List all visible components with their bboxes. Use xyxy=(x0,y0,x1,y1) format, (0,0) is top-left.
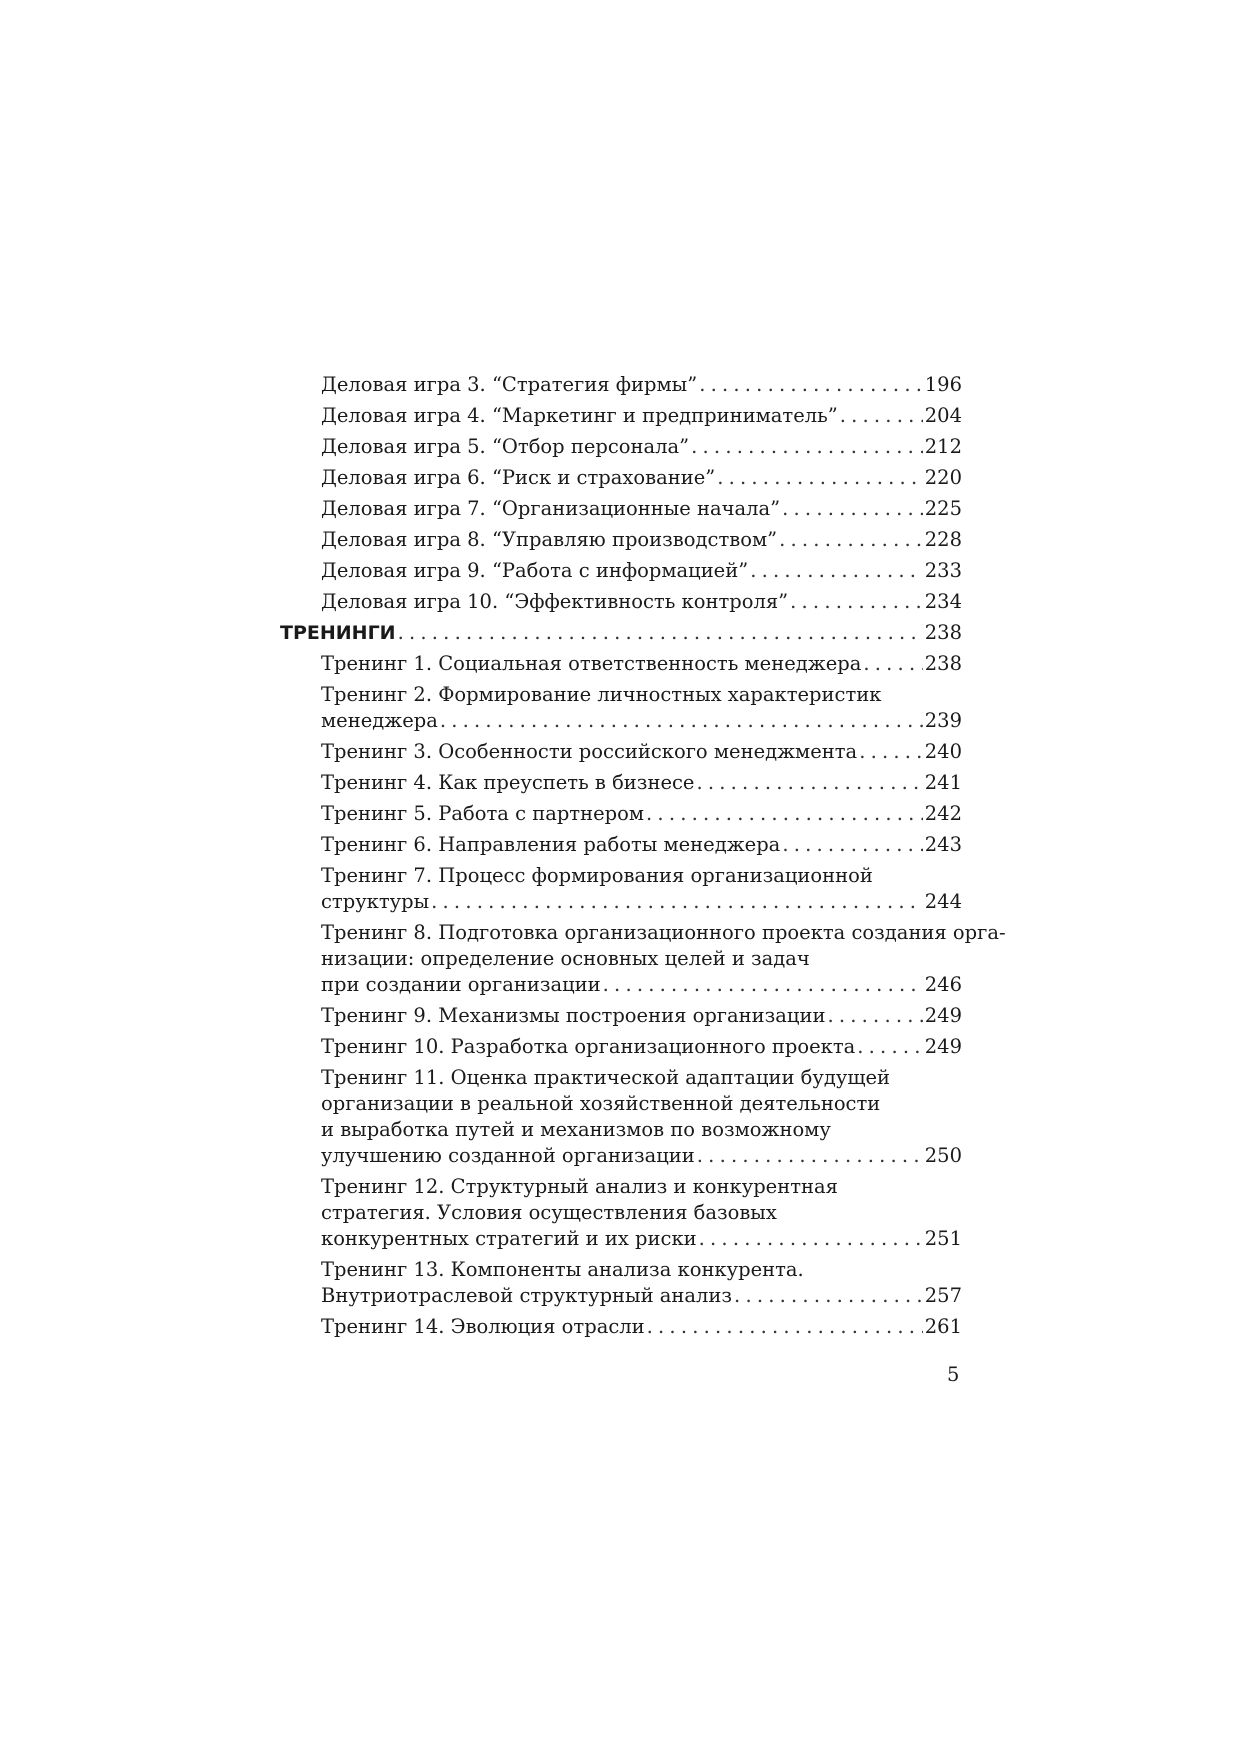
toc-entry xyxy=(280,770,962,796)
toc-section-heading xyxy=(280,620,962,646)
toc-entry-leader-line xyxy=(321,1226,962,1252)
toc-entry-title: Тренинг 5. Работа с партнером xyxy=(321,802,645,825)
toc-entry-leader-line xyxy=(321,832,962,858)
toc-entry-title-line: организации в реальной хозяйственной деятельности xyxy=(321,1092,881,1115)
toc-entry-leader-line xyxy=(321,801,962,827)
toc-page-number: 239 xyxy=(924,709,962,732)
toc-entry-title-line: Тренинг 8. Подготовка организационного проекта создания орга- xyxy=(321,921,1006,944)
toc-entry-leader-line xyxy=(280,620,962,646)
dot-leader xyxy=(717,465,923,491)
table-of-contents xyxy=(280,372,1006,1345)
dot-leader xyxy=(859,739,923,765)
toc-page-number: 242 xyxy=(924,802,962,825)
toc-entry-leader-line xyxy=(321,1034,962,1060)
toc-page-number: 220 xyxy=(924,466,962,489)
toc-page-number: 238 xyxy=(924,621,962,644)
toc-page-number: 196 xyxy=(924,373,962,396)
toc-entry xyxy=(280,465,962,491)
toc-entry xyxy=(280,801,962,827)
toc-entry xyxy=(280,1314,962,1340)
toc-entry xyxy=(280,558,962,584)
toc-entry-leader-line xyxy=(321,972,962,998)
dot-leader xyxy=(782,832,922,858)
dot-leader xyxy=(699,1226,923,1252)
toc-entry-title-line: Тренинг 13. Компоненты анализа конкурента. xyxy=(321,1258,804,1281)
dot-leader xyxy=(431,889,923,915)
toc-entry-leader-line xyxy=(321,1143,962,1169)
toc-entry-leader-line xyxy=(321,589,962,615)
dot-leader xyxy=(646,801,923,827)
toc-entry-title-line: Тренинг 2. Формирование личностных характеристик xyxy=(321,683,882,706)
toc-entry-leader-line xyxy=(321,651,962,677)
dot-leader xyxy=(647,1314,923,1340)
toc-entry-title: Тренинг 3. Особенности российского менеджмента xyxy=(321,740,858,763)
toc-entry-title: Деловая игра 8. “Управляю производством” xyxy=(321,528,778,551)
toc-page-number: 212 xyxy=(924,435,962,458)
toc-entry-title: менеджера xyxy=(321,709,438,732)
toc-page-number: 250 xyxy=(924,1144,962,1167)
dot-leader xyxy=(440,708,923,734)
toc-entry-title-line: и выработка путей и механизмов по возможному xyxy=(321,1118,831,1141)
toc-entry-title: Деловая игра 7. “Организационные начала” xyxy=(321,497,781,520)
toc-entry xyxy=(280,496,962,522)
toc-entry-leader-line xyxy=(321,1003,962,1029)
toc-entry xyxy=(280,589,962,615)
toc-entry xyxy=(280,920,1006,998)
dot-leader xyxy=(779,527,923,553)
toc-entry-leader-line xyxy=(321,465,962,491)
toc-entry-title: Тренинг 4. Как преуспеть в бизнесе xyxy=(321,771,695,794)
toc-page-number: 234 xyxy=(924,590,962,613)
toc-entry xyxy=(280,1174,962,1252)
toc-entry-title: Деловая игра 3. “Стратегия фирмы” xyxy=(321,373,698,396)
toc-entry-title: Тренинг 1. Социальная ответственность менеджера xyxy=(321,652,862,675)
toc-entry-title: улучшению созданной организации xyxy=(321,1144,695,1167)
dot-leader xyxy=(603,972,923,998)
toc-entry-title-line: низации: определение основных целей и задач xyxy=(321,947,810,970)
toc-entry-leader-line xyxy=(321,558,962,584)
toc-page-number: 233 xyxy=(924,559,962,582)
dot-leader xyxy=(398,620,923,646)
toc-page-number: 204 xyxy=(924,404,962,427)
dot-leader xyxy=(790,589,923,615)
toc-entry xyxy=(280,1003,962,1029)
toc-entry xyxy=(280,527,962,553)
toc-entry-title-line: Тренинг 7. Процесс формирования организационной xyxy=(321,864,873,887)
toc-entry-leader-line xyxy=(321,739,962,765)
toc-entry-title: Деловая игра 5. “Отбор персонала” xyxy=(321,435,690,458)
toc-entry xyxy=(280,372,962,398)
toc-entry xyxy=(280,739,962,765)
toc-entry-title: Внутриотраслевой структурный анализ xyxy=(321,1284,733,1307)
toc-entry xyxy=(280,1065,962,1169)
toc-entry-leader-line xyxy=(321,708,962,734)
toc-entry-title: Деловая игра 6. “Риск и страхование” xyxy=(321,466,716,489)
dot-leader xyxy=(696,770,922,796)
toc-entry-title: Деловая игра 9. “Работа с информацией” xyxy=(321,559,749,582)
toc-entry-title-line: Тренинг 11. Оценка практической адаптации будущей xyxy=(321,1066,891,1089)
dot-leader xyxy=(863,651,922,677)
toc-page-number: 228 xyxy=(924,528,962,551)
dot-leader xyxy=(734,1283,923,1309)
toc-entry-leader-line xyxy=(321,1283,962,1309)
toc-entry xyxy=(280,434,962,460)
toc-entry-leader-line xyxy=(321,434,962,460)
toc-entry-leader-line xyxy=(321,496,962,522)
toc-page-number: 240 xyxy=(924,740,962,763)
toc-page-number: 241 xyxy=(924,771,962,794)
toc-entry-title-line: Тренинг 12. Структурный анализ и конкурентная xyxy=(321,1175,838,1198)
toc-entry-title: Тренинг 10. Разработка организационного проекта xyxy=(321,1035,856,1058)
toc-entry-leader-line xyxy=(321,527,962,553)
toc-entry-title: Тренинг 14. Эволюция отрасли xyxy=(321,1315,645,1338)
toc-entry xyxy=(280,651,962,677)
dot-leader xyxy=(857,1034,923,1060)
toc-page-number: 244 xyxy=(924,890,962,913)
toc-entry xyxy=(280,832,962,858)
toc-page-number: 251 xyxy=(924,1227,962,1250)
toc-entry xyxy=(280,1257,962,1309)
dot-leader xyxy=(782,496,923,522)
dot-leader xyxy=(697,1143,923,1169)
toc-entry-title: Деловая игра 4. “Маркетинг и предприниматель” xyxy=(321,404,838,427)
toc-entry-title-line: стратегия. Условия осуществления базовых xyxy=(321,1201,777,1224)
toc-page-number: 225 xyxy=(924,497,962,520)
toc-entry-leader-line xyxy=(321,1314,962,1340)
toc-page-number: 257 xyxy=(924,1284,962,1307)
dot-leader xyxy=(840,403,923,429)
toc-entry-leader-line xyxy=(321,372,962,398)
toc-entry-leader-line xyxy=(321,770,962,796)
toc-entry-title: структуры xyxy=(321,890,430,913)
toc-page-number: 249 xyxy=(924,1035,962,1058)
toc-page-number: 246 xyxy=(924,973,962,996)
toc-entry xyxy=(280,863,962,915)
toc-entry xyxy=(280,1034,962,1060)
dot-leader xyxy=(750,558,923,584)
toc-entry-title: ТРЕНИНГИ xyxy=(280,622,396,644)
page-number: 5 xyxy=(947,1363,960,1386)
toc-page-number: 238 xyxy=(924,652,962,675)
toc-page-number: 261 xyxy=(924,1315,962,1338)
toc-entry xyxy=(280,403,962,429)
toc-entry xyxy=(280,682,962,734)
toc-entry-title: Тренинг 6. Направления работы менеджера xyxy=(321,833,781,856)
dot-leader xyxy=(691,434,923,460)
dot-leader xyxy=(827,1003,922,1029)
toc-entry-leader-line xyxy=(321,403,962,429)
toc-page-number: 243 xyxy=(924,833,962,856)
toc-entry-title: Тренинг 9. Механизмы построения организации xyxy=(321,1004,826,1027)
toc-entry-title: Деловая игра 10. “Эффективность контроля” xyxy=(321,590,789,613)
toc-page-number: 249 xyxy=(924,1004,962,1027)
toc-entry-title: при создании организации xyxy=(321,973,601,996)
toc-entry-leader-line xyxy=(321,889,962,915)
dot-leader xyxy=(699,372,923,398)
toc-entry-title: конкурентных стратегий и их риски xyxy=(321,1227,697,1250)
